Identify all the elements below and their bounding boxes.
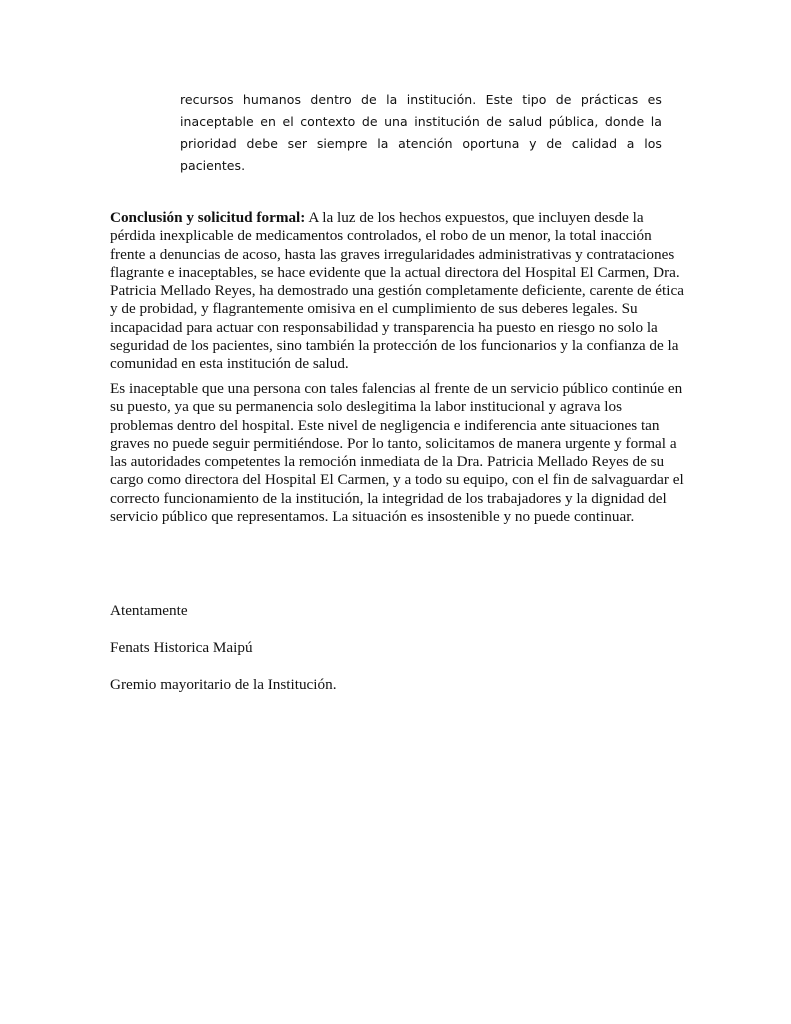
conclusion-paragraph (110, 209, 686, 374)
closing-organization: Gremio mayoritario de la Institución. (110, 676, 337, 693)
conclusion-text: A la luz de los hechos expuestos, que incluyen desde la pérdida inexplicable de medicamentos controlados, el robo de un menor, la total inacción frente a denuncias de acoso, hasta las graves irregularidades administrativas y contrataciones flagrante e inaceptables, se hace evidente que la actual directora del Hospital El Carmen, Dra. Patricia Mellado Reyes, ha demostrado una gestión completamente deficiente, carente de ética y de probidad, y flagrantemente omisiva en el cumplimiento de sus deberes legales. Su incapacidad para actuar con responsabilidad y transparencia ha puesto en riesgo no solo la seguridad de los pacientes, sino también la protección de los funcionarios y la confianza de la comunidad en esta institución de salud. (110, 209, 684, 373)
request-paragraph: Es inaceptable que una persona con tales falencias al frente de un servicio público continúe en su puesto, ya que su permanencia solo deslegitima la labor institucional y agrava los problemas dentro del hospital. Este nivel de negligencia e indiferencia ante situaciones tan graves no puede seguir permitiéndose. Por lo tanto, solicitamos de manera urgente y formal a las autoridades competentes la remoción inmediata de la Dra. Patricia Mellado Reyes de su cargo como directora del Hospital El Carmen, y a todo su equipo, con el fin de salvaguardar el correcto funcionamiento de la institución, la integridad de los trabajadores y la dignidad del servicio público que representamos. La situación es insostenible y no puede continuar. (110, 380, 684, 526)
conclusion-heading: Conclusión y solicitud formal: (110, 209, 306, 226)
continued-paragraph: recursos humanos dentro de la institución. Este tipo de prácticas es inaceptable en el contexto de una institución de salud pública, donde la prioridad debe ser siempre la atención oportuna y de calidad a los pacientes. (180, 92, 662, 173)
closing-signer: Fenats Historica Maipú (110, 639, 253, 656)
closing-regards: Atentamente (110, 602, 188, 619)
